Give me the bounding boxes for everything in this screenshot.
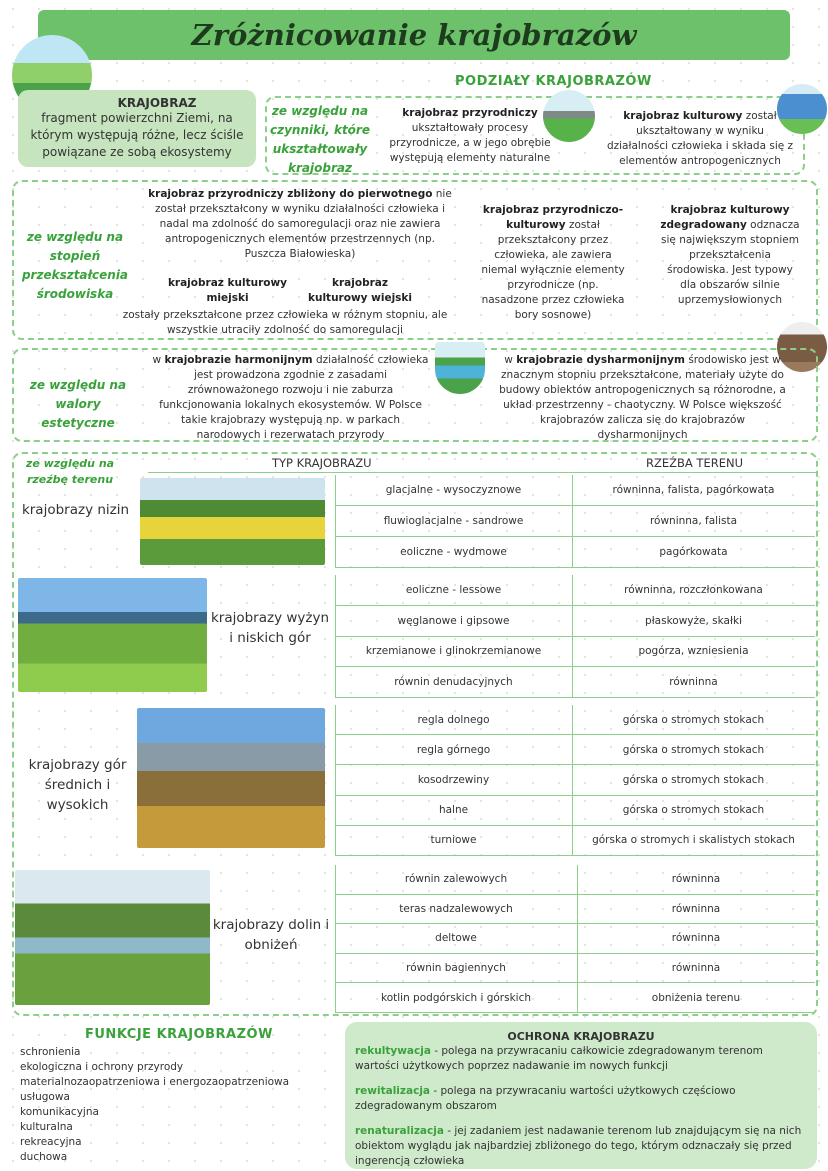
- degraded-text: odznacza się największym stopniem przekształcenia środowiska. Jest typowy dla obszarów silnie uprzemysłowionych: [661, 219, 800, 306]
- harmonious-pre: w: [152, 354, 162, 366]
- factors-label: ze względu na czynniki, które ukształtowały krajobraz: [270, 104, 370, 175]
- function-item: usługowa: [20, 1091, 70, 1103]
- landscape-photo: [140, 478, 325, 565]
- table-row-type: turniowe: [335, 826, 572, 856]
- primeval-landscape: [145, 187, 455, 262]
- table-row-relief: równinna: [577, 954, 815, 984]
- table-row-relief: równinna: [577, 895, 815, 925]
- header-divider: [148, 472, 816, 473]
- rural-term-text: krajobraz kulturowy wiejski: [308, 277, 412, 304]
- landscape-photo: [137, 708, 325, 848]
- primeval-term: krajobraz przyrodniczy zbliżony do pierwotnego: [148, 188, 433, 200]
- functions-list: [20, 1045, 289, 1165]
- natural-cultural-landscape: [478, 203, 628, 323]
- protection-term: rekultywacja: [355, 1045, 431, 1057]
- group-label: krajobrazy wyżyn i niskich gór: [210, 610, 330, 646]
- table-row-type: równin zalewowych: [335, 865, 577, 895]
- natural-cultural-term: krajobraz przyrodniczo-kulturowy: [482, 204, 624, 231]
- degraded-landscape: [660, 203, 800, 308]
- table-row-type: eoliczne - lessowe: [335, 575, 572, 606]
- table-row-type: równin denudacyjnych: [335, 667, 572, 698]
- definition-box: [18, 90, 256, 167]
- protection-text: - jej zadaniem jest nadawanie terenom lub znajdującym się na nich obiektom wyglądu jak najbardziej zbliżonego do tego, którym odznaczały się przed ingerencją człowieka: [355, 1125, 802, 1167]
- table-row-type: teras nadzalewowych: [335, 895, 577, 925]
- function-item: materialnozaopatrzeniowa i energozaopatrzeniowa: [20, 1076, 290, 1088]
- table-row-relief: górska o stromych stokach: [572, 765, 815, 795]
- group-label: krajobrazy dolin i obniżeń: [212, 917, 330, 953]
- cultural-term: krajobraz kulturowy: [623, 110, 743, 122]
- urban-rural-text: zostały przekształcone przez człowieka w różnym stopniu, ale wszystkie utraciły zdolność do samoregulacji: [122, 309, 448, 336]
- urban-term: [165, 276, 290, 306]
- table-row-relief: równinna, falista, pagórkowata: [572, 475, 815, 506]
- table-row-type: kosodrzewiny: [335, 765, 572, 795]
- cultural-text: został ukształtowany w wyniku działalności człowieka i składa się z elementów antropogenicznych: [606, 110, 794, 167]
- urban-term-text: krajobraz kulturowy miejski: [167, 277, 288, 304]
- primeval-text: nie został przekształcony w wyniku działalności człowieka i nadal ma zdolność do samoregulacji oraz nie zawiera antropogenicznych elementów przestrzennych (np. Puszcza Białowieska): [155, 188, 452, 260]
- natural-term: krajobraz przyrodniczy: [402, 107, 538, 119]
- protection-term: rewitalizacja: [355, 1085, 431, 1097]
- table-row-type: krzemianowe i glinokrzemianowe: [335, 637, 572, 668]
- table-row-relief: górska o stromych i skalistych stokach: [572, 826, 815, 856]
- disharmonious-landscape: [495, 353, 790, 443]
- rural-term: [305, 276, 415, 306]
- protection-heading: OCHRONA KRAJOBRAZU: [507, 1030, 655, 1043]
- table-row-type: regla dolnego: [335, 705, 572, 735]
- relief-label: ze względu na rzeźbę terenu: [25, 457, 115, 486]
- protection-text: - polega na przywracaniu całkowicie zdegradowanym terenom wartości użytkowych poprzez nadawanie im nowych funkcji: [355, 1045, 763, 1072]
- table-row-type: kotlin podgórskich i górskich: [335, 983, 577, 1013]
- landscape-photo: [15, 870, 210, 1005]
- table-row-relief: pagórkowata: [572, 537, 815, 568]
- transformation-label: ze względu na stopień przekształcenia środowiska: [21, 230, 129, 301]
- table-row-relief: równinna: [572, 667, 815, 698]
- disharmonious-term: krajobrazie dysharmonijnym: [516, 354, 685, 366]
- table-row-relief: górska o stromych stokach: [572, 735, 815, 765]
- table-row-relief: płaskowyże, skałki: [572, 606, 815, 637]
- landscape-photo: [18, 578, 207, 692]
- natural-text: ukształtowały procesy przyrodnicze, a w jego obrębie występują elementy naturalne: [389, 122, 551, 164]
- function-item: ekologiczna i ochrony przyrody: [20, 1061, 184, 1073]
- table-row-relief: obniżenia terenu: [577, 983, 815, 1013]
- table-row-relief: równinna: [577, 924, 815, 954]
- table-row-type: węglanowe i gipsowe: [335, 606, 572, 637]
- function-item: schronienia: [20, 1046, 81, 1058]
- col-type-header: TYP KRAJOBRAZU: [272, 456, 372, 470]
- table-row-relief: równinna, rozczłonkowana: [572, 575, 815, 606]
- table-row-relief: górska o stromych stokach: [572, 705, 815, 735]
- protection-item: [355, 1084, 807, 1114]
- lake-landscape-icon: [435, 342, 485, 394]
- table-row-relief: pogórza, wzniesienia: [572, 637, 815, 668]
- protection-item: [355, 1124, 807, 1169]
- protection-box: [345, 1022, 817, 1169]
- disharmonious-pre: w: [504, 354, 513, 366]
- harmonious-landscape: [148, 353, 433, 443]
- harmonious-term: krajobrazie harmonijnym: [164, 354, 313, 366]
- functions-heading: FUNKCJE KRAJOBRAZÓW: [85, 1027, 273, 1042]
- function-item: komunikacyjna: [20, 1106, 99, 1118]
- natural-landscape: [385, 106, 555, 166]
- table-row-relief: górska o stromych stokach: [572, 796, 815, 826]
- function-item: rekreacyjna: [20, 1136, 82, 1148]
- disharmonious-text: środowisko jest w znacznym stopniu przekształcone, materiały użyte do budowy obiektów antropogenicznych są różnorodne, a układ przestrzenny - chaotyczny. W Polsce większość krajobrazów zalicza się do krajobrazów dysharmonijnych: [499, 354, 786, 441]
- definition-text: fragment powierzchni Ziemi, na którym występują różne, lecz ściśle powiązane ze sobą ekosystemy: [30, 111, 244, 159]
- protection-item: [355, 1044, 807, 1074]
- harmonious-text: działalność człowieka jest prowadzona zgodnie z zasadami zrównoważonego rozwoju i nie zaburza funkcjonowania lokalnych ekosystemów. W Polsce takie krajobrazy występują np. w parkach narodowych i rezerwatach przyrody: [159, 354, 429, 441]
- group-label: krajobrazy nizin: [21, 502, 130, 518]
- page-title: Zróżnicowanie krajobrazów: [38, 10, 790, 60]
- function-item: kulturalna: [20, 1121, 73, 1133]
- definition-heading: KRAJOBRAZ: [117, 96, 197, 110]
- table-row-type: eoliczne - wydmowe: [335, 537, 572, 568]
- table-row-type: regla górnego: [335, 735, 572, 765]
- city-buildings-icon: [777, 84, 827, 134]
- table-row-type: fluwioglacjalne - sandrowe: [335, 506, 572, 537]
- function-item: duchowa: [20, 1151, 68, 1163]
- col-relief-header: RZEŹBA TERENU: [646, 456, 743, 470]
- natural-cultural-text: został przekształcony przez człowieka, ale zawiera niemal wyłącznie elementy przyrodnicze (np. nasadzone przez człowieka bory sosnowe): [481, 219, 625, 321]
- table-row-relief: równinna, falista: [572, 506, 815, 537]
- aesthetics-label: ze względu na walory estetyczne: [29, 378, 127, 430]
- protection-text: - polega na przywracaniu wartości użytkowych częściowo zdegradowanym obszarom: [355, 1085, 736, 1112]
- table-row-type: deltowe: [335, 924, 577, 954]
- degraded-term: krajobraz kulturowy zdegradowany: [660, 204, 790, 231]
- table-row-type: równin bagiennych: [335, 954, 577, 984]
- table-row-type: halne: [335, 796, 572, 826]
- mountain-nature-icon: [543, 90, 595, 142]
- divisions-heading: PODZIAŁY KRAJOBRAZÓW: [455, 74, 652, 89]
- table-row-relief: równinna: [577, 865, 815, 895]
- cultural-landscape: [605, 109, 795, 169]
- table-row-type: glacjalne - wysoczyznowe: [335, 475, 572, 506]
- group-label: krajobrazy gór średnich i wysokich: [28, 757, 127, 813]
- protection-term: renaturalizacja: [355, 1125, 444, 1137]
